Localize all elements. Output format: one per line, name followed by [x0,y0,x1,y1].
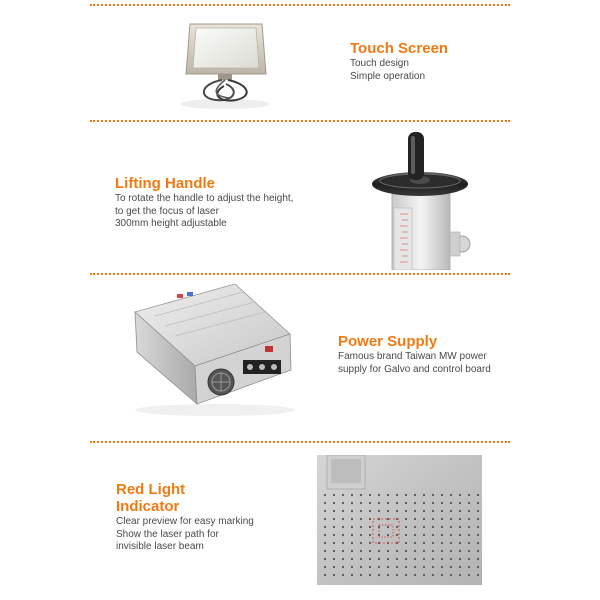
table-hole [414,502,416,504]
table-hole [414,526,416,528]
table-hole [477,518,479,520]
table-hole [342,574,344,576]
table-hole [459,510,461,512]
table-hole [414,574,416,576]
table-hole [432,574,434,576]
table-hole [432,494,434,496]
table-hole [333,542,335,544]
table-hole [396,526,398,528]
table-hole [387,502,389,504]
table-hole [387,518,389,520]
table-hole [369,518,371,520]
table-hole [441,510,443,512]
feature-title [116,481,185,515]
table-hole [459,526,461,528]
table-hole [405,494,407,496]
section-divider [90,120,510,122]
table-hole [450,502,452,504]
table-hole [468,510,470,512]
table-hole [441,494,443,496]
description-line: Show the laser path for [116,528,219,540]
table-hole [423,510,425,512]
table-hole [333,550,335,552]
table-hole [468,494,470,496]
table-hole [423,566,425,568]
table-hole [405,542,407,544]
table-hole [351,558,353,560]
table-hole [405,566,407,568]
table-hole [351,574,353,576]
table-hole [441,574,443,576]
section-divider [90,4,510,6]
table-hole [450,494,452,496]
table-hole [360,494,362,496]
table-hole [423,534,425,536]
description-line: supply for Galvo and control board [338,363,491,375]
table-hole [324,494,326,496]
lifting-handle-photo [370,128,480,270]
table-hole [405,518,407,520]
table-hole [432,566,434,568]
section-divider [90,441,510,443]
table-hole [324,558,326,560]
table-hole [432,558,434,560]
table-hole [369,526,371,528]
table-hole [387,558,389,560]
table-hole [423,502,425,504]
table-hole [405,558,407,560]
table-hole [351,526,353,528]
table-hole [342,534,344,536]
table-hole [459,494,461,496]
feature-title: Touch Screen [350,40,449,57]
table-hole [468,558,470,560]
table-hole [432,542,434,544]
table-hole [477,550,479,552]
table-hole [414,494,416,496]
table-hole [324,550,326,552]
table-hole [441,526,443,528]
table-hole [342,510,344,512]
table-hole [360,534,362,536]
table-hole [405,534,407,536]
table-hole [450,526,452,528]
table-hole [342,526,344,528]
feature-description [116,516,254,554]
table-hole [459,574,461,576]
description-line: invisible laser beam [116,541,204,552]
table-hole [405,510,407,512]
table-hole [414,534,416,536]
feature-description [350,58,425,83]
table-hole [396,510,398,512]
table-hole [324,574,326,576]
table-hole [432,510,434,512]
table-hole [405,526,407,528]
table-hole [405,550,407,552]
description-line: 300mm height adjustable [115,218,227,229]
feature-description [115,193,293,231]
table-hole [378,566,380,568]
table-hole [423,526,425,528]
table-hole [396,550,398,552]
table-hole [342,566,344,568]
table-hole [396,534,398,536]
table-hole [414,510,416,512]
table-hole [405,502,407,504]
table-hole [432,550,434,552]
table-hole [360,502,362,504]
table-hole [450,558,452,560]
table-hole [441,534,443,536]
table-hole [477,558,479,560]
table-hole [432,502,434,504]
table-hole [369,550,371,552]
table-hole [342,518,344,520]
table-hole [369,542,371,544]
description-line: to get the focus of laser [115,205,219,217]
table-hole [351,566,353,568]
table-hole [351,550,353,552]
table-hole [369,494,371,496]
table-hole [378,550,380,552]
table-hole [423,542,425,544]
description-line: Famous brand Taiwan MW power [338,351,487,362]
table-hole [450,566,452,568]
table-hole [396,558,398,560]
table-hole [378,494,380,496]
table-hole [459,502,461,504]
power-supply-photo [115,282,300,422]
table-hole [414,542,416,544]
table-hole [477,526,479,528]
table-hole [441,518,443,520]
table-hole [468,566,470,568]
table-hole [324,566,326,568]
table-hole [369,534,371,536]
table-hole [387,494,389,496]
table-hole [387,534,389,536]
table-hole [387,566,389,568]
table-hole [333,526,335,528]
table-hole [360,566,362,568]
table-hole [405,574,407,576]
table-hole [351,542,353,544]
table-hole [324,534,326,536]
table-hole [396,574,398,576]
table-hole [441,566,443,568]
table-hole [459,518,461,520]
table-hole [387,526,389,528]
table-hole [351,502,353,504]
table-hole [342,558,344,560]
table-hole [396,494,398,496]
table-hole [423,518,425,520]
table-hole [360,542,362,544]
table-hole [468,526,470,528]
worktable-photo [317,455,482,585]
table-hole [387,574,389,576]
table-hole [351,534,353,536]
table-hole [333,518,335,520]
table-hole [441,542,443,544]
table-hole [342,502,344,504]
table-hole [450,574,452,576]
table-hole [387,510,389,512]
table-hole [378,574,380,576]
table-hole [459,550,461,552]
table-hole [369,502,371,504]
table-hole [432,534,434,536]
table-hole [477,534,479,536]
table-hole [342,494,344,496]
touch-screen-photo [170,14,280,112]
table-hole [369,574,371,576]
table-hole [324,502,326,504]
description-line: To rotate the handle to adjust the height, [115,193,294,204]
table-hole [360,550,362,552]
table-hole [342,542,344,544]
table-hole [351,510,353,512]
table-hole [333,510,335,512]
table-hole [396,502,398,504]
table-hole [477,502,479,504]
table-hole [369,558,371,560]
table-hole [477,542,479,544]
table-hole [414,518,416,520]
table-hole [450,542,452,544]
description-line: Touch design [350,58,409,69]
table-hole [468,502,470,504]
table-hole [333,574,335,576]
table-hole [351,494,353,496]
table-hole [324,510,326,512]
table-hole [459,542,461,544]
table-hole [450,550,452,552]
table-hole [477,566,479,568]
table-hole [378,510,380,512]
table-hole [468,550,470,552]
table-hole [333,494,335,496]
table-hole [459,566,461,568]
table-hole [423,550,425,552]
table-hole [441,558,443,560]
table-hole [324,526,326,528]
table-hole [450,518,452,520]
section-divider [90,273,510,275]
title-line: Red Light [116,481,186,498]
table-hole [441,502,443,504]
table-hole [342,550,344,552]
table-hole [459,558,461,560]
title-line: Indicator [116,498,180,515]
table-hole [423,494,425,496]
table-hole [414,566,416,568]
table-hole [423,574,425,576]
table-hole [360,510,362,512]
table-hole [468,534,470,536]
table-hole [414,550,416,552]
table-hole [423,558,425,560]
table-hole [432,518,434,520]
table-hole [351,518,353,520]
table-hole [432,526,434,528]
table-hole [477,494,479,496]
table-hole [324,542,326,544]
table-hole [333,558,335,560]
table-hole [468,574,470,576]
description-line: Simple operation [350,70,426,82]
table-hole [468,542,470,544]
table-hole [387,550,389,552]
table-hole [360,574,362,576]
table-hole [441,550,443,552]
table-hole [378,502,380,504]
feature-title: Power Supply [338,333,438,350]
table-hole [360,518,362,520]
table-hole [333,534,335,536]
table-hole [369,566,371,568]
table-hole [360,526,362,528]
table-hole [450,510,452,512]
table-hole [324,518,326,520]
table-hole [414,558,416,560]
table-hole [378,558,380,560]
table-hole [468,518,470,520]
table-hole [477,574,479,576]
table-hole [333,502,335,504]
feature-title: Lifting Handle [115,175,215,192]
table-hole [396,566,398,568]
table-hole [333,566,335,568]
table-hole [360,558,362,560]
table-hole [459,534,461,536]
feature-description [338,351,491,376]
table-hole [369,510,371,512]
table-hole [450,534,452,536]
table-hole [477,510,479,512]
description-line: Clear preview for easy marking [116,516,254,527]
